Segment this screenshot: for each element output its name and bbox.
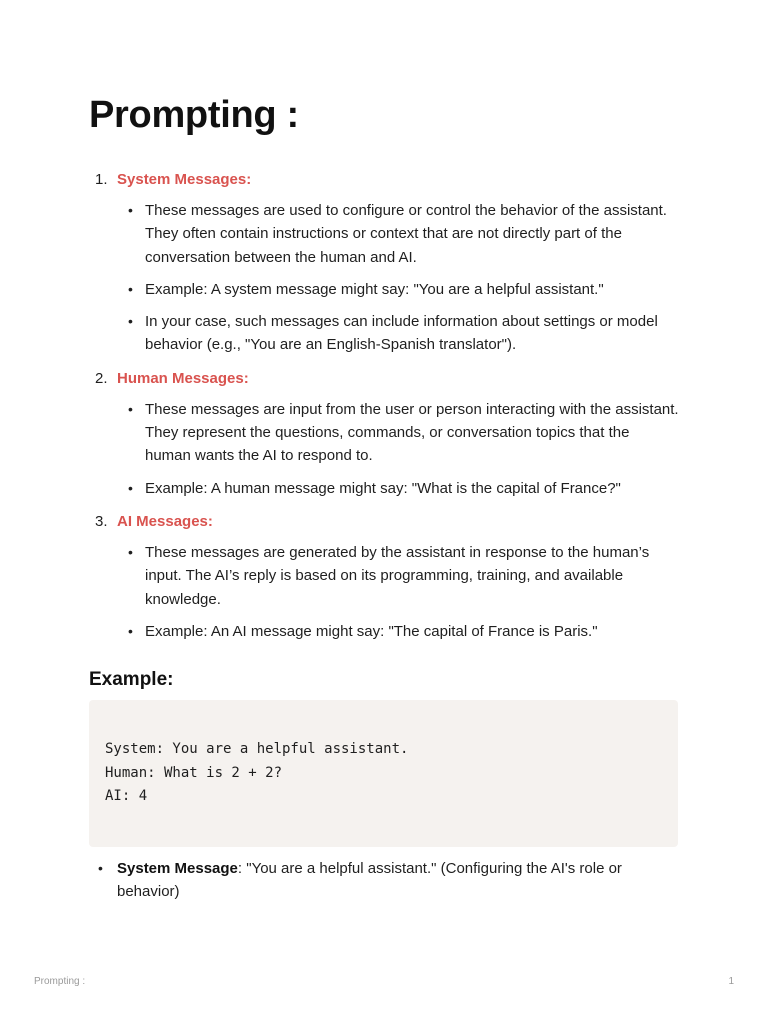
code-line: AI: 4 (105, 788, 148, 804)
bullet-dot-icon: • (128, 622, 133, 639)
list-number: 3. (95, 512, 108, 530)
bullet-list (117, 398, 679, 509)
page-title: Prompting : (89, 94, 299, 136)
list-item (117, 398, 679, 477)
bullet-text: Example: A system message might say: "You are a helpful assistant." (145, 280, 604, 298)
section-heading: Human Messages: (117, 369, 249, 387)
code-block (89, 700, 678, 847)
list-number: 1. (95, 171, 108, 188)
section-heading: System Messages: (117, 171, 252, 188)
explanation-text: : "You are a helpful assistant." (Configuring the AI's role or behavior) (117, 860, 622, 901)
footer-page-title: Prompting : (34, 976, 86, 987)
bold-term: System Message (117, 860, 238, 877)
bullet-text: Example: A human message might say: "What is the capital of France?" (145, 479, 621, 497)
bullet-text: These messages are input from the user or person interacting with the assistant. They represent the questions, commands, or conversation topics that the human wants the AI to respond to. (145, 400, 679, 465)
bullet-list (117, 199, 679, 366)
list-number: 2. (95, 369, 108, 387)
message-types-list (89, 168, 679, 652)
bullet-text: These messages are used to configure or control the behavior of the assistant. They often contain instructions or context that are not directly part of the conversation between the human and AI. (145, 202, 667, 266)
bullet-dot-icon: • (98, 860, 103, 876)
bullet-dot-icon: • (128, 400, 133, 417)
bullet-text: These messages are generated by the assistant in response to the human’s input. The AI’s reply is based on its programming, training, and available knowledge. (145, 543, 650, 608)
message-types-section (89, 168, 679, 652)
bullet-dot-icon: • (128, 313, 133, 330)
bullet-text: In your case, such messages can include information about settings or model behavior (e.g., "You are an English-Spanish translator"). (145, 313, 658, 354)
list-item (117, 477, 679, 509)
code-line: System: You are a helpful assistant. (105, 741, 409, 757)
list-item (89, 857, 679, 904)
footer-page-number: 1 (728, 976, 734, 987)
list-item (117, 541, 679, 620)
bullet-dot-icon: • (128, 543, 133, 560)
bullet-list (117, 541, 679, 652)
example-heading: Example: (89, 669, 174, 690)
section-heading: AI Messages: (117, 512, 213, 530)
list-item (117, 278, 679, 310)
code-line: Human: What is 2 + 2? (105, 764, 283, 781)
bullet-dot-icon: • (128, 280, 133, 297)
list-item-ai-messages (89, 510, 679, 652)
bullet-text: Example: An AI message might say: "The capital of France is Paris." (145, 622, 598, 640)
list-item (117, 620, 679, 652)
explanation-list (89, 857, 679, 904)
list-item-system-messages (89, 168, 679, 366)
list-item (117, 199, 679, 278)
list-item (117, 310, 679, 366)
list-item-human-messages (89, 367, 679, 509)
bullet-dot-icon: • (128, 479, 133, 496)
bullet-dot-icon: • (128, 202, 133, 218)
